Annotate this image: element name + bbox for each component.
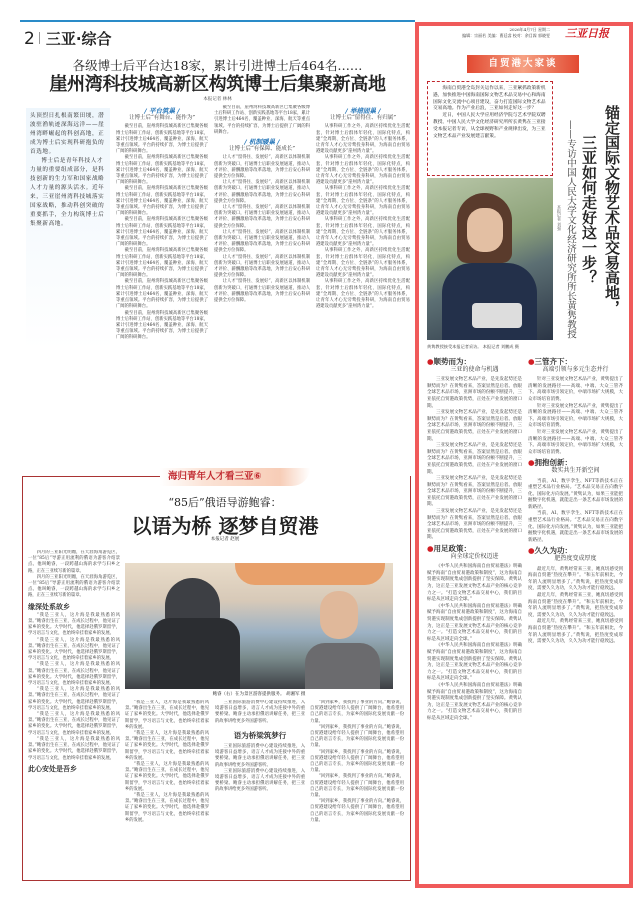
body-text: 让人才“留得住、发展好”，高新区以体制机制创新为突破口，打通博士后职业发展通道，推动人才评价、薪酬激励等改革落地，为博士后安心科研提供全方位保障。 bbox=[214, 180, 310, 204]
body-text: “我是三亚人，这片海是我最熟悉的风景。”鲍睿出生在三亚，在成长过程中，他见证了家乡的变化。大学时代，他选择赴俄罗斯留学，学习语言与文化，也始终牵挂着家乡的发展。 bbox=[125, 793, 209, 823]
section-head: 顺势而为： bbox=[433, 357, 472, 366]
body-text: 四月的三亚阳光明媚，在天涯海角游览区，一位“85后”导游正用流利的俄语为游客介绍景点。他叫鲍睿，一段跨越山海的求学与归乡之路，正在三亚续写新的篇章。 bbox=[28, 550, 120, 574]
section-head: 久久为功： bbox=[534, 546, 573, 556]
body-text: 《中华人民共和国海南自由贸易港法》明确赋予海南“自由贸易港政策和制度”，这为海南自贸港实现制度集成创新提供了坚实保障。黄隽认为，这正是三亚发展文物艺术品产业的核心竞争力之一。“打造文物艺术品交易中心，我们的目标是从区域走向全球。” bbox=[427, 603, 522, 642]
body-text: 针对三亚发展文物艺术品产业，黄隽提出了清晰的发展路径——高端、中端、大众三管齐下。高端市场引领定价，中端市场扩大规模，大众市场培育消费。 bbox=[528, 377, 623, 402]
body-text: “我是三亚人，这片海是我最熟悉的风景。”鲍睿出生在三亚，在成长过程中，他见证了家乡的变化。大学时代，他选择赴俄罗斯留学，学习语言与文化，也始终牵挂着家乡的发展。 bbox=[28, 637, 120, 662]
body-text: 从事科研工作之外，高新区持续优化生活配套，针对博士后群体年轻化、国际化特点，构建“全周期、全方位、全链条”的人才服务体系，让青年人才心无旁骛投身科研，为海南自由贸易港建设贡献更多“崖州湾力量”。 bbox=[316, 186, 410, 217]
lede-paragraph: 海南自贸港全岛封关运作以来，三亚紧抓政策新机遇，加快推进中国海南国际文物艺术品交易中心和海南国际文化交流中心项目建设，奋力打造国际文物艺术品交易高地。作为产业后浪，三亚如何走好这一步？ bbox=[433, 86, 546, 112]
lower-column-4 bbox=[310, 700, 404, 875]
body-text: 三亚国际旅游消费中心建设持续推进，入境游客日益增多，语言人才成为连接中外的重要桥梁。鲍睿主动承担俄语讲解任务，把三亚的故事讲给更多外国游客听。 bbox=[215, 744, 305, 768]
right-column-1: ●顺势而为： 三亚的使命与机遇 三亚发展文物艺术品产业，是先发起势还是顺势而为？在黄隽看来，答案显然是后者。放眼全球艺术品市场，亚洲市场的份额不断提升，三亚依托自贸港政策优势，正处在产业发展的窗口期。 三亚发展文物艺术品产业，是先发起势还是顺势而为？在黄隽看来，答案显然是后者。放眼全球艺术品市场，亚洲市场的份额不断提升，三亚依托自贸港政策优势，正处在产业发展的窗口期。 三亚发展文物艺术品产业，是先发起势还是顺势而为？在黄隽看来，答案显然是后者。放眼全球艺术品市场，亚洲市场的份额不断提升，三亚依托自贸港政策优势，正处在产业发展的窗口期。 三亚发展文物艺术品产业，是先发起势还是顺势而为？在黄隽看来，答案显然是后者。放眼全球艺术品市场，亚洲市场的份额不断提升，三亚依托自贸港政策优势，正处在产业发展的窗口期。 三亚发展文物艺术品产业，是先发起势还是顺势而为？在黄隽看来，答案显然是后者。放眼全球艺术品市场，亚洲市场的份额不断提升，三亚依托自贸港政策优势，正处在产业发展的窗口期。 ●用足政策： 向全球定价权迈进 《中华人民共和国海南自由贸易港法》明确赋予海南“自由贸易港政策和制度”，这为海南自贸港实现制度集成创新提供了坚实保障。黄隽认为，这正是三亚发展文物艺术品产业的核心竞争力之一。“打造文物艺术品交易中心，我们的目标是从区域走向全球。” 《中华人民共和国海南自由贸易港法》明确赋予海南“自由贸易港政策和制度”，这为海南自贸港实现制度集成创新提供了坚实保障。黄隽认为，这正是三亚发展文物艺术品产业的核心竞争力之一。“打造文物艺术品交易中心，我们的目标是从区域走向全球。” 《中华人民共和国海南自由贸易港法》明确赋予海南“自由贸易港政策和制度”，这为海南自贸港实现制度集成创新提供了坚实保障。黄隽认为，这正是三亚发展文物艺术品产业的核心竞争力之一。“打造文物艺术品交易中心，我们的目标是从区域走向全球。” 《中华人民共和国海南自由贸易港法》明确赋予海南“自由贸易港政策和制度”，这为海南自贸港实现制度集成创新提供了坚实保障。黄隽认为，这正是三亚发展文物艺术品产业的核心竞争力之一。“打造文物艺术品交易中心，我们的目标是从区域走向全球。” bbox=[427, 357, 522, 721]
body-text: “回到家乡，我找到了事业的方向。”鲍睿说，自贸港建设给年轻人提供了广阔舞台，他希望用自己的语言专长，为家乡的国际化发展贡献一份力量。 bbox=[310, 799, 404, 823]
right-byline: 本报记者 刘强 bbox=[557, 205, 562, 231]
body-text: 四月的三亚阳光明媚，在天涯海角游览区，一位“85后”导游正用流利的俄语为游客介绍景点。他叫鲍睿，一段跨越山海的求学与归乡之路，正在三亚续写新的篇章。 bbox=[28, 574, 120, 599]
photo-caption: 鲍睿（右）在为景区游客提供服务。 胡湘军 摄 bbox=[212, 692, 306, 697]
body-text: 三亚发展文物艺术品产业，是先发起势还是顺势而为？在黄隽看来，答案显然是后者。放眼全球艺术品市场，亚洲市场的份额不断提升，三亚依托自贸港政策优势，正处在产业发展的窗口期。 bbox=[427, 410, 522, 442]
body-text: 从事科研工作之外，高新区持续优化生活配套，针对博士后群体年轻化、国际化特点，构建“全周期、全方位、全链条”的人才服务体系，让青年人才心无旁骛投身科研，为海南自由贸易港建设贡献更多“崖州湾力量”。 bbox=[316, 279, 410, 310]
body-text: 当前，AI、数字孪生、NFT等新技术正在重塑艺术品行业格局。“艺术品交易正在向数字化、国际化方向发展。”黄隽认为，如果三亚能把握数字化机遇，就能走出一条艺术品市场发展的新路径。 bbox=[528, 511, 623, 543]
body-text: “我是三亚人，这片海是我最熟悉的风景。”鲍睿出生在三亚，在成长过程中，他见证了家乡的变化。大学时代，他选择赴俄罗斯留学，学习语言与文化，也始终牵挂着家乡的发展。 bbox=[28, 736, 120, 761]
body-text: 截至目前，崖州湾科技城高新区已集聚各级博士后科研工作站、创新实践基地等平台18家，累计引进博士后464名，覆盖种业、深海、航天等重点领域。平台的持续扩容，为博士后提供了广阔的科研舞台。 bbox=[116, 186, 208, 217]
photo-guide-with-tourist bbox=[125, 563, 393, 689]
section-subhead: 肥热度变成厚度 bbox=[554, 555, 597, 563]
body-text: 《中华人民共和国海南自由贸易港法》明确赋予海南“自由贸易港政策和制度”，这为海南自贸港实现制度集成创新提供了坚实保障。黄隽认为，这正是三亚发展文物艺术品产业的核心竞争力之一。“打造文物艺术品交易中心，我们的目标是从区域走向全球。” bbox=[427, 682, 522, 721]
body-text: 让人才“留得住、发展好”，高新区以体制机制创新为突破口，打通博士后职业发展通道，推动人才评价、薪酬激励等改革落地，为博士后安心科研提供全方位保障。 bbox=[214, 229, 310, 254]
newspaper-logo: 三亚日报 bbox=[565, 27, 609, 40]
right-photo-caption: 黄隽教授接受本报记者采访。 本报记者 刘鹏成 摄 bbox=[427, 344, 519, 349]
body-text: “我是三亚人，这片海是我最熟悉的风景。”鲍睿出生在三亚，在成长过程中，他见证了家乡的变化。大学时代，他选择赴俄罗斯留学，学习语言与文化，也始终牵挂着家乡的发展。 bbox=[28, 712, 120, 736]
body-text: 最近几年，黄隽经常来三亚，她真切感受到海南自贸港“热度在攀升”。“和五年前相比，今年的人流明显增多了。”黄隽说，把热度变成厚度，需要久久为功，久久为功才能行稳致远。 bbox=[528, 619, 623, 645]
body-text: 截至目前，崖州湾科技城高新区已集聚各级博士后科研工作站、创新实践基地等平台18家，累计引进博士后464名，覆盖种业、深海、航天等重点领域。平台的持续扩容，为博士后提供了广阔的科研舞台。 bbox=[214, 105, 310, 135]
lower-kicker: “85后”俄语导游鲍睿： bbox=[168, 496, 282, 509]
body-text: 三亚国际旅游消费中心建设持续推进，入境游客日益增多，语言人才成为连接中外的重要桥梁。鲍睿主动承担俄语讲解任务，把三亚的故事讲给更多外国游客听。 bbox=[215, 700, 305, 724]
body-text: 让人才“留得住、发展好”，高新区以体制机制创新为突破口，打通博士后职业发展通道，推动人才评价、薪酬激励等改革落地，为博士后安心科研提供全方位保障。 bbox=[214, 279, 310, 304]
body-text: 截至目前，崖州湾科技城高新区已集聚各级博士后科研工作站、创新实践基地等平台18家，累计引进博士后464名，覆盖种业、深海、航天等重点领域。平台的持续扩容，为博士后提供了广阔的科研舞台。 bbox=[116, 155, 208, 186]
section-head: 语为桥梁筑梦行 bbox=[233, 730, 287, 740]
column-banner: 自贸港大家谈 bbox=[467, 55, 579, 73]
top-column-3 bbox=[316, 105, 410, 405]
body-text: 截至目前，崖州湾科技城高新区已集聚各级博士后科研工作站、创新实践基地等平台18家，累计引进博士后464名，覆盖种业、深海、航天等重点领域。平台的持续扩容，为博士后提供了广阔的科研舞台。 bbox=[116, 217, 208, 248]
intro-paragraph: 博士后是青年科技人才力量的重要组成部分，是科技创新的生力军和国家战略人才力量的源头活水。近年来，三亚崖州湾科技城落实国家战略，推动科创突破的重要抓手，全力构筑博士后集聚新高地。 bbox=[30, 158, 105, 227]
body-text: 从事科研工作之外，高新区持续优化生活配套，针对博士后群体年轻化、国际化特点，构建“全周期、全方位、全链条”的人才服务体系，让青年人才心无旁骛投身科研，为海南自由贸易港建设贡献更多“崖州湾力量”。 bbox=[316, 155, 410, 186]
intro-paragraph: 头顶烈日扎根南繁田埂，潜波驻渔轨迹深海远洋——崖州湾畔崛起的科创高地，正成为博士后实现科研抱负的首选地。 bbox=[30, 113, 105, 155]
section-head: 此心安处是吾乡 bbox=[28, 764, 77, 773]
body-text: 三亚国际旅游消费中心建设持续推进，入境游客日益增多，语言人才成为连接中外的重要桥梁。鲍睿主动承担俄语讲解任务，把三亚的故事讲给更多外国游客听。 bbox=[215, 768, 305, 793]
body-text: 《中华人民共和国海南自由贸易港法》明确赋予海南“自由贸易港政策和制度”，这为海南自贸港实现制度集成创新提供了坚实保障。黄隽认为，这正是三亚发展文物艺术品产业的核心竞争力之一。“打造文物艺术品交易中心，我们的目标是从区域走向全球。” bbox=[427, 564, 522, 603]
section-head: / 平台筑巢 / bbox=[144, 107, 180, 115]
body-text: 针对三亚发展文物艺术品产业，黄隽提出了清晰的发展路径——高端、中端、大众三管齐下。高端市场引领定价，中端市场扩大规模，大众市场培育消费。 bbox=[528, 403, 623, 429]
right-subtitle: ——专访中国人民大学文化经济研究所所长黄隽教授 bbox=[565, 120, 576, 339]
section-head: 拥抱创新： bbox=[534, 458, 573, 468]
body-text: 从事科研工作之外，高新区持续优化生活配套，针对博士后群体年轻化、国际化特点，构建“全周期、全方位、全链条”的人才服务体系，让青年人才心无旁骛投身科研，为海南自由贸易港建设贡献更多“崖州湾力量”。 bbox=[316, 217, 410, 248]
body-text: 当前，AI、数字孪生、NFT等新技术正在重塑艺术品行业格局。“艺术品交易正在向数字化、国际化方向发展。”黄隽认为，如果三亚能把握数字化机遇，就能走出一条艺术品市场发展的新路径。 bbox=[528, 478, 623, 510]
series-tab: 海归青年人才看三亚⑥ bbox=[160, 468, 310, 486]
body-text: “我是三亚人，这片海是我最熟悉的风景。”鲍睿出生在三亚，在成长过程中，他见证了家乡的变化。大学时代，他选择赴俄罗斯留学，学习语言与文化，也始终牵挂着家乡的发展。 bbox=[125, 700, 209, 730]
body-text: 从事科研工作之外，高新区持续优化生活配套，针对博士后群体年轻化、国际化特点，构建“全周期、全方位、全链条”的人才服务体系，让青年人才心无旁骛投身科研，为海南自由贸易港建设贡献更多“崖州湾力量”。 bbox=[316, 124, 410, 155]
top-intro-box bbox=[26, 108, 110, 410]
lede-box bbox=[427, 81, 553, 176]
right-headline-line-2: 三亚如何走好这一步？ bbox=[580, 135, 598, 285]
body-text: “我是三亚人，这片海是我最熟悉的风景。”鲍睿出生在三亚，在成长过程中，他见证了家乡的变化。大学时代，他选择赴俄罗斯留学，学习语言与文化，也始终牵挂着家乡的发展。 bbox=[28, 687, 120, 711]
lede-paragraph: 近日，中国人民大学应用经济学院与艺术学院双聘教授、中国人民大学文化经济研究所所长黄隽在三亚接受本报记者专访，从全球视野和产业规律出发，为三亚文物艺术品产业发展建言献策。 bbox=[433, 113, 546, 139]
date-line: 2026年4月7日 星期二 bbox=[509, 27, 550, 32]
top-kicker: 各级博士后平台达18家，累计引进博士后464名…… bbox=[72, 58, 363, 73]
section-subhead: 让博士后“有保障、能成长” bbox=[228, 146, 296, 153]
section-subhead: 让博士后“留得住、有归属” bbox=[329, 115, 397, 122]
top-column-1 bbox=[116, 105, 208, 405]
lower-headline: 以语为桥 逐梦自贸港 bbox=[131, 514, 319, 538]
section-subhead: 向全球定价权迈进 bbox=[450, 552, 499, 560]
section-subhead: 三亚的使命与机遇 bbox=[450, 365, 499, 373]
body-text: 三亚发展文物艺术品产业，是先发起势还是顺势而为？在黄隽看来，答案显然是后者。放眼全球艺术品市场，亚洲市场的份额不断提升，三亚依托自贸港政策优势，正处在产业发展的窗口期。 bbox=[427, 443, 522, 475]
section-head: 缘深处系故乡 bbox=[28, 602, 70, 611]
body-text: 让人才“留得住、发展好”，高新区以体制机制创新为突破口，打通博士后职业发展通道，推动人才评价、薪酬激励等改革落地，为博士后安心科研提供全方位保障。 bbox=[214, 254, 310, 279]
body-text: “回到家乡，我找到了事业的方向。”鲍睿说，自贸港建设给年轻人提供了广阔舞台，他希望用自己的语言专长，为家乡的国际化发展贡献一份力量。 bbox=[310, 700, 404, 724]
body-text: 截至目前，崖州湾科技城高新区已集聚各级博士后科研工作站、创新实践基地等平台18家，累计引进博士后464名，覆盖种业、深海、航天等重点领域。平台的持续扩容，为博士后提供了广阔的科研舞台。 bbox=[116, 279, 208, 310]
right-column-2: ●三管齐下： 高端引领与多元生态并行 针对三亚发展文物艺术品产业，黄隽提出了清晰的发展路径——高端、中端、大众三管齐下。高端市场引领定价，中端市场扩大规模，大众市场培育消费。 针对三亚发展文物艺术品产业，黄隽提出了清晰的发展路径——高端、中端、大众三管齐下。高端市场引领定价，中端市场扩大规模，大众市场培育消费。 针对三亚发展文物艺术品产业，黄隽提出了清晰的发展路径——高端、中端、大众三管齐下。高端市场引领定价，中端市场扩大规模，大众市场培育消费。 ●拥抱创新： 数实共生开新空间 当前，AI、数字孪生、NFT等新技术正在重塑艺术品行业格局。“艺术品交易正在向数字化、国际化方向发展。”黄隽认为，如果三亚能把握数字化机遇，就能走出一条艺术品市场发展的新路径。 当前，AI、数字孪生、NFT等新技术正在重塑艺术品行业格局。“艺术品交易正在向数字化、国际化方向发展。”黄隽认为，如果三亚能把握数字化机遇，就能走出一条艺术品市场发展的新路径。 ●久久为功： 肥热度变成厚度 最近几年，黄隽经常来三亚，她真切感受到海南自贸港“热度在攀升”。“和五年前相比，今年的人流明显增多了。”黄隽说，把热度变成厚度，需要久久为功，久久为功才能行稳致远。 最近几年，黄隽经常来三亚，她真切感受到海南自贸港“热度在攀升”。“和五年前相比，今年的人流明显增多了。”黄隽说，把热度变成厚度，需要久久为功，久久为功才能行稳致远。 最近几年，黄隽经常来三亚，她真切感受到海南自贸港“热度在攀升”。“和五年前相比，今年的人流明显增多了。”黄隽说，把热度变成厚度，需要久久为功，久久为功才能行稳致远。 bbox=[528, 357, 623, 645]
body-text: “回到家乡，我找到了事业的方向。”鲍睿说，自贸港建设给年轻人提供了广阔舞台，他希望用自己的语言专长，为家乡的国际化发展贡献一份力量。 bbox=[310, 724, 404, 749]
body-text: 让人才“留得住、发展好”，高新区以体制机制创新为突破口，打通博士后职业发展通道，推动人才评价、薪酬激励等改革落地，为博士后安心科研提供全方位保障。 bbox=[214, 205, 310, 229]
section-subhead: 数实共生开新空间 bbox=[551, 466, 600, 474]
body-text: 截至目前，崖州湾科技城高新区已集聚各级博士后科研工作站、创新实践基地等平台18家，累计引进博士后464名，覆盖种业、深海、航天等重点领域。平台的持续扩容，为博士后提供了广阔的科研舞台。 bbox=[116, 124, 208, 155]
body-text: 让人才“留得住、发展好”，高新区以体制机制创新为突破口，打通博士后职业发展通道，推动人才评价、薪酬激励等改革落地，为博士后安心科研提供全方位保障。 bbox=[214, 155, 310, 180]
body-text: “我是三亚人，这片海是我最熟悉的风景。”鲍睿出生在三亚，在成长过程中，他见证了家乡的变化。大学时代，他选择赴俄罗斯留学，学习语言与文化，也始终牵挂着家乡的发展。 bbox=[28, 612, 120, 637]
section-head: 用足政策： bbox=[433, 544, 472, 554]
body-text: “回到家乡，我找到了事业的方向。”鲍睿说，自贸港建设给年轻人提供了广阔舞台，他希望用自己的语言专长，为家乡的国际化发展贡献一份力量。 bbox=[310, 774, 404, 799]
page-header bbox=[24, 28, 112, 49]
body-text: 从事科研工作之外，高新区持续优化生活配套，针对博士后群体年轻化、国际化特点，构建“全周期、全方位、全链条”的人才服务体系，让青年人才心无旁骛投身科研，为海南自由贸易港建设贡献更多“崖州湾力量”。 bbox=[316, 248, 410, 279]
body-text: 截至目前，崖州湾科技城高新区已集聚各级博士后科研工作站、创新实践基地等平台18家，累计引进博士后464名，覆盖种业、深海、航天等重点领域。平台的持续扩容，为博士后提供了广阔的科研舞台。 bbox=[116, 310, 208, 341]
body-text: 截至目前，崖州湾科技城高新区已集聚各级博士后科研工作站、创新实践基地等平台18家，累计引进博士后464名，覆盖种业、深海、航天等重点领域。平台的持续扩容，为博士后提供了广阔的科研舞台。 bbox=[116, 248, 208, 279]
body-text: 三亚发展文物艺术品产业，是先发起势还是顺势而为？在黄隽看来，答案显然是后者。放眼全球艺术品市场，亚洲市场的份额不断提升，三亚依托自贸港政策优势，正处在产业发展的窗口期。 bbox=[427, 377, 522, 409]
section-head: / 举措固巢 / bbox=[345, 107, 381, 115]
photo-interviewee bbox=[427, 178, 553, 340]
body-text: 三亚发展文物艺术品产业，是先发起势还是顺势而为？在黄隽看来，答案显然是后者。放眼全球艺术品市场，亚洲市场的份额不断提升，三亚依托自贸港政策优势，正处在产业发展的窗口期。 bbox=[427, 509, 522, 541]
masthead-info bbox=[440, 27, 550, 39]
right-headline-line-1: 锚定国际文物艺术品交易高地， bbox=[603, 105, 621, 315]
body-text: “我是三亚人，这片海是我最熟悉的风景。”鲍睿出生在三亚，在成长过程中，他见证了家乡的变化。大学时代，他选择赴俄罗斯留学，学习语言与文化，也始终牵挂着家乡的发展。 bbox=[125, 731, 209, 761]
lower-column-2 bbox=[125, 700, 209, 875]
page-number: 2 bbox=[24, 29, 35, 49]
top-column-2 bbox=[214, 105, 310, 405]
top-rule bbox=[20, 20, 415, 22]
body-text: “我是三亚人，这片海是我最熟悉的风景。”鲍睿出生在三亚，在成长过程中，他见证了家乡的变化。大学时代，他选择赴俄罗斯留学，学习语言与文化，也始终牵挂着家乡的发展。 bbox=[28, 662, 120, 687]
body-text: “我是三亚人，这片海是我最熟悉的风景。”鲍睿出生在三亚，在成长过程中，他见证了家乡的变化。大学时代，他选择赴俄罗斯留学，学习语言与文化，也始终牵挂着家乡的发展。 bbox=[125, 762, 209, 792]
section-head: / 机制暖巢 / bbox=[244, 138, 280, 147]
body-text: “回到家乡，我找到了事业的方向。”鲍睿说，自贸港建设给年轻人提供了广阔舞台，他希望用自己的语言专长，为家乡的国际化发展贡献一份力量。 bbox=[310, 749, 404, 774]
lower-byline: 本报记者 赵展 bbox=[210, 537, 240, 542]
section-subhead: 让博士后“有舞台、能作为” bbox=[128, 115, 196, 122]
body-text: 针对三亚发展文物艺术品产业，黄隽提出了清晰的发展路径——高端、中端、大众三管齐下。高端市场引领定价，中端市场扩大规模，大众市场培育消费。 bbox=[528, 429, 623, 455]
section-name: 三亚·综合 bbox=[45, 30, 112, 48]
lower-column-1 bbox=[28, 550, 120, 875]
editors-line: 编辑：宗丽若 美编：曹廷睿 校对：余目霖 郭晓雯 bbox=[462, 33, 550, 38]
section-head: 三管齐下： bbox=[534, 357, 573, 366]
body-text: 三亚发展文物艺术品产业，是先发起势还是顺势而为？在黄隽看来，答案显然是后者。放眼全球艺术品市场，亚洲市场的份额不断提升，三亚依托自贸港政策优势，正处在产业发展的窗口期。 bbox=[427, 476, 522, 508]
section-subhead: 高端引领与多元生态并行 bbox=[542, 365, 609, 373]
body-text: 最近几年，黄隽经常来三亚，她真切感受到海南自贸港“热度在攀升”。“和五年前相比，今年的人流明显增多了。”黄隽说，把热度变成厚度，需要久久为功，久久为功才能行稳致远。 bbox=[528, 593, 623, 618]
lower-column-3 bbox=[215, 700, 305, 875]
body-text: 《中华人民共和国海南自由贸易港法》明确赋予海南“自由贸易港政策和制度”，这为海南自贸港实现制度集成创新提供了坚实保障。黄隽认为，这正是三亚发展文物艺术品产业的核心竞争力之一。“打造文物艺术品交易中心，我们的目标是从区域走向全球。” bbox=[427, 643, 522, 682]
top-headline: 崖州湾科技城高新区构筑博士后集聚新高地 bbox=[49, 74, 386, 95]
top-byline: 本报记者 林林 bbox=[203, 97, 232, 102]
body-text: 最近几年，黄隽经常来三亚，她真切感受到海南自贸港“热度在攀升”。“和五年前相比，今年的人流明显增多了。”黄隽说，把热度变成厚度，需要久久为功，久久为功才能行稳致远。 bbox=[528, 566, 623, 592]
